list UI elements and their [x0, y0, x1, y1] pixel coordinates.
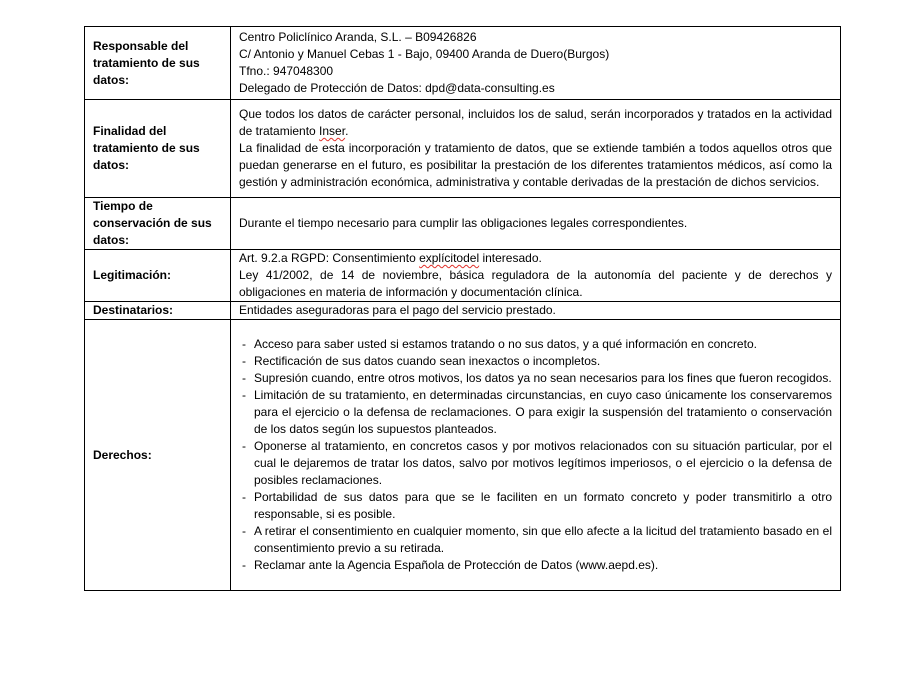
spellcheck-flagged-word: Inser [319, 124, 346, 138]
rights-list [239, 336, 832, 574]
row-value-tiempo: Durante el tiempo necesario para cumplir las obligaciones legales correspondientes. [231, 198, 841, 250]
table-row-legitimacion [85, 250, 841, 302]
company-phone: Tfno.: 947048300 [239, 64, 334, 78]
table-row-tiempo [85, 198, 841, 250]
legitimacion-line-1 [239, 250, 832, 267]
list-item: - Acceso para saber usted si estamos tratando o no sus datos, y a qué información en concreto. [239, 336, 832, 353]
finalidad-text-end: . [345, 124, 349, 138]
list-item: - Reclamar ante la Agencia Española de Protección de Datos (www.aepd.es). [239, 557, 832, 574]
spellcheck-flagged-word: explícitodel [419, 251, 480, 265]
list-item: - Limitación de su tratamiento, en determinadas circunstancias, en cuyo caso únicamente los conservaremos para el ejercicio o la defensa de reclamaciones. O para exigir la suspensión del tratamiento o conservación de los datos según los supuestos planteados. [239, 387, 832, 438]
data-protection-table [84, 26, 841, 591]
row-label: Legitimación: [85, 250, 231, 302]
company-address: C/ Antonio y Manuel Cebas 1 - Bajo, 09400 Aranda de Duero(Burgos) [239, 47, 610, 61]
table-row-destinatarios [85, 302, 841, 320]
table-row-responsable [85, 27, 841, 100]
row-label: Finalidad del tratamiento de sus datos: [85, 100, 231, 198]
finalidad-paragraph-1 [239, 106, 832, 140]
list-item: - A retirar el consentimiento en cualquier momento, sin que ello afecte a la licitud del tratamiento basado en el consentimiento previo a su retirada. [239, 523, 832, 557]
row-value-derechos [231, 320, 841, 591]
finalidad-paragraph-2: La finalidad de esta incorporación y tratamiento de datos, que se extiende también a todos aquellos otros que puedan generarse en el futuro, es posibilitar la prestación de los diferentes tratamientos médicos, así como la gestión y administración económica, administrativa y contable derivadas de la prestación de dichos servicios. [239, 141, 832, 189]
list-item: - Rectificación de sus datos cuando sean inexactos o incompletos. [239, 353, 832, 370]
row-value-finalidad [231, 100, 841, 198]
finalidad-text: Que todos los datos de carácter personal, incluidos los de salud, serán incorporados y tratados en la actividad de tratamiento [239, 107, 832, 138]
list-item: - Oponerse al tratamiento, en concretos casos y por motivos relacionados con su situación particular, por el cual le dejaremos de tratar los datos, salvo por motivos legítimos imperiosos, o el ejercicio o la defensa de posibles reclamaciones. [239, 438, 832, 489]
company-name: Centro Policlínico Aranda, S.L. – B09426826 [239, 30, 477, 44]
table-row-derechos [85, 320, 841, 591]
row-label: Tiempo de conservación de sus datos: [85, 198, 231, 250]
legitimacion-text-end: interesado. [479, 251, 542, 265]
list-item: - Supresión cuando, entre otros motivos, los datos ya no sean necesarios para los fines que fueron recogidos. [239, 370, 832, 387]
list-item: - Portabilidad de sus datos para que se le faciliten en un formato concreto y poder transmitirlo a otro responsable, si es posible. [239, 489, 832, 523]
row-label: Derechos: [85, 320, 231, 591]
dpo-contact: Delegado de Protección de Datos: dpd@data-consulting.es [239, 81, 555, 95]
table-row-finalidad [85, 100, 841, 198]
legitimacion-line-2: Ley 41/2002, de 14 de noviembre, básica reguladora de la autonomía del paciente y de derechos y obligaciones en materia de información y documentación clínica. [239, 268, 832, 299]
row-value-legitimacion [231, 250, 841, 302]
legitimacion-text: Art. 9.2.a RGPD: Consentimiento [239, 251, 420, 265]
row-label: Responsable del tratamiento de sus datos: [85, 27, 231, 100]
row-label: Destinatarios: [85, 302, 231, 320]
row-value-destinatarios: Entidades aseguradoras para el pago del servicio prestado. [231, 302, 841, 320]
row-value-responsable [231, 27, 841, 100]
